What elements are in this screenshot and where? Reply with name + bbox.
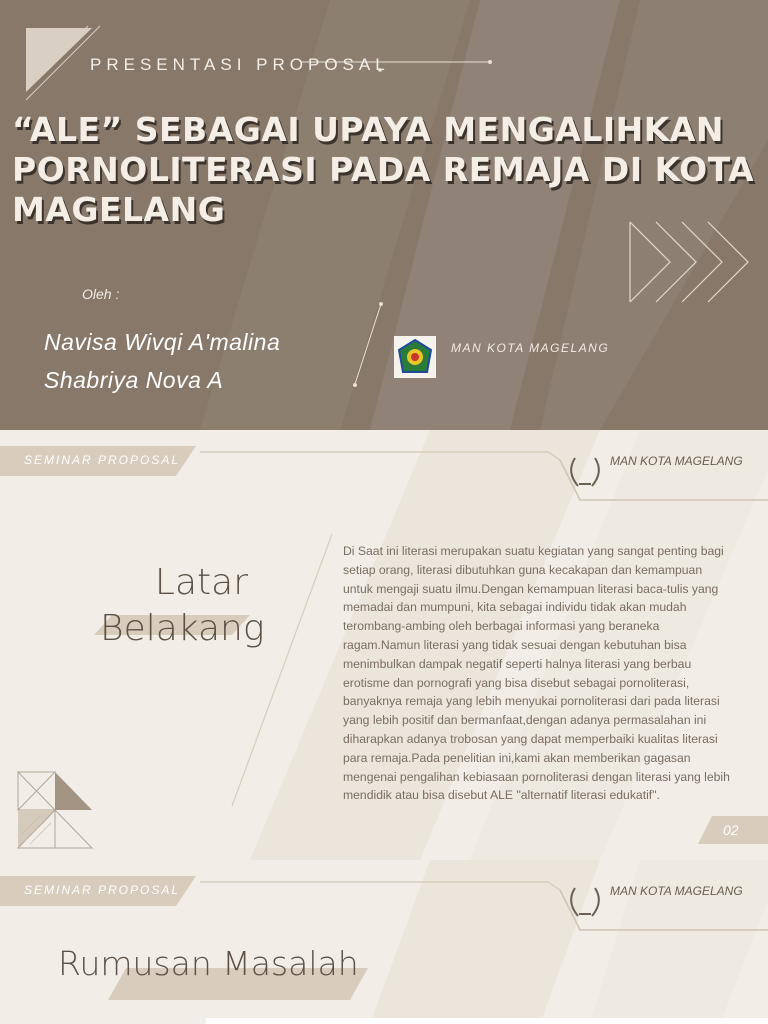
paragraph-line: banyaknya remaja yang lebih menyukai pornoliterasi dari pada literasi	[343, 694, 720, 709]
paragraph-line: yang lebih positif dan bermanfaat,dengan adanya permasalahan ini	[343, 713, 707, 728]
paragraph-line: untuk mengaji suatu ilmu.Dengan kemampuan literasi baca-tulis yang	[343, 581, 719, 596]
paragraph-line: para remaja.Pada penelitian ini,kami akan memberikan gagasan	[343, 750, 691, 765]
paragraph-line: diharapkan adanya trobosan yang dapat memperbaiki kualitas literasi	[343, 731, 718, 746]
content-card-edge	[206, 1018, 768, 1024]
heading-line: Belakang	[100, 608, 265, 649]
paragraph-line: Di Saat ini literasi merupakan suatu kegiatan yang sangat penting bagi	[343, 544, 724, 558]
page-title	[12, 110, 762, 230]
oleh-label: Oleh :	[82, 286, 120, 302]
background-slide	[0, 430, 768, 860]
author-name: Shabriya Nova A	[44, 367, 224, 393]
paragraph-line: mendidik atau bisa disebut ALE "alternatif literasi edukatif".	[343, 788, 660, 803]
background-paragraph	[343, 542, 763, 805]
paragraph-line: setiap orang, literasi dibutuhkan guna kecakapan dan kemampuan	[343, 562, 703, 577]
school-name: MAN KOTA MAGELANG	[610, 454, 743, 468]
paragraph-line: memadai dan mumpuni, kita sebagai individu tidak akan mudah	[343, 600, 687, 615]
section-heading	[100, 560, 265, 652]
paragraph-line: mengenai pengalihan kebiasaan pornoliterasi dengan literasi yang lebih	[343, 769, 730, 784]
section-band-label: SEMINAR PROPOSAL	[24, 883, 181, 897]
school-name: MAN KOTA MAGELANG	[451, 341, 610, 355]
title-slide	[0, 0, 768, 430]
paragraph-line: erotisme dan pornografi yang bisa disebut sebagai pornoliterasi,	[343, 675, 690, 690]
title-line: PORNOLITERASI PADA REMAJA DI KOTA	[12, 150, 755, 189]
presentation-kicker: PRESENTASI PROPOSAL	[90, 55, 390, 74]
page-number: 02	[723, 822, 739, 838]
heading-line: Latar	[154, 562, 248, 603]
corner-triangle	[26, 28, 92, 92]
triangle-tiles-decor	[18, 772, 92, 848]
author-name: Navisa Wivqi A'malina	[44, 329, 281, 355]
diagonal-stripe	[370, 860, 600, 1024]
section-band-label: SEMINAR PROPOSAL	[24, 453, 181, 467]
paragraph-line: ragam.Namun literasi yang tidak sesuai dengan kebutuhan bisa	[343, 637, 687, 652]
school-logo-icon	[394, 336, 436, 378]
section-heading: Rumusan Masalah	[58, 944, 359, 983]
problem-slide	[0, 860, 768, 1024]
school-name: MAN KOTA MAGELANG	[610, 884, 743, 898]
paragraph-line: terombang-ambing oleh berbagai informasi yang beraneka	[343, 619, 660, 634]
title-line: MAGELANG	[12, 190, 226, 229]
paragraph-line: menimbulkan dampak negatif seperti halnya literasi yang berbau	[343, 656, 692, 671]
title-line: “ALE” SEBAGAI UPAYA MENGALIHKAN	[12, 110, 724, 149]
